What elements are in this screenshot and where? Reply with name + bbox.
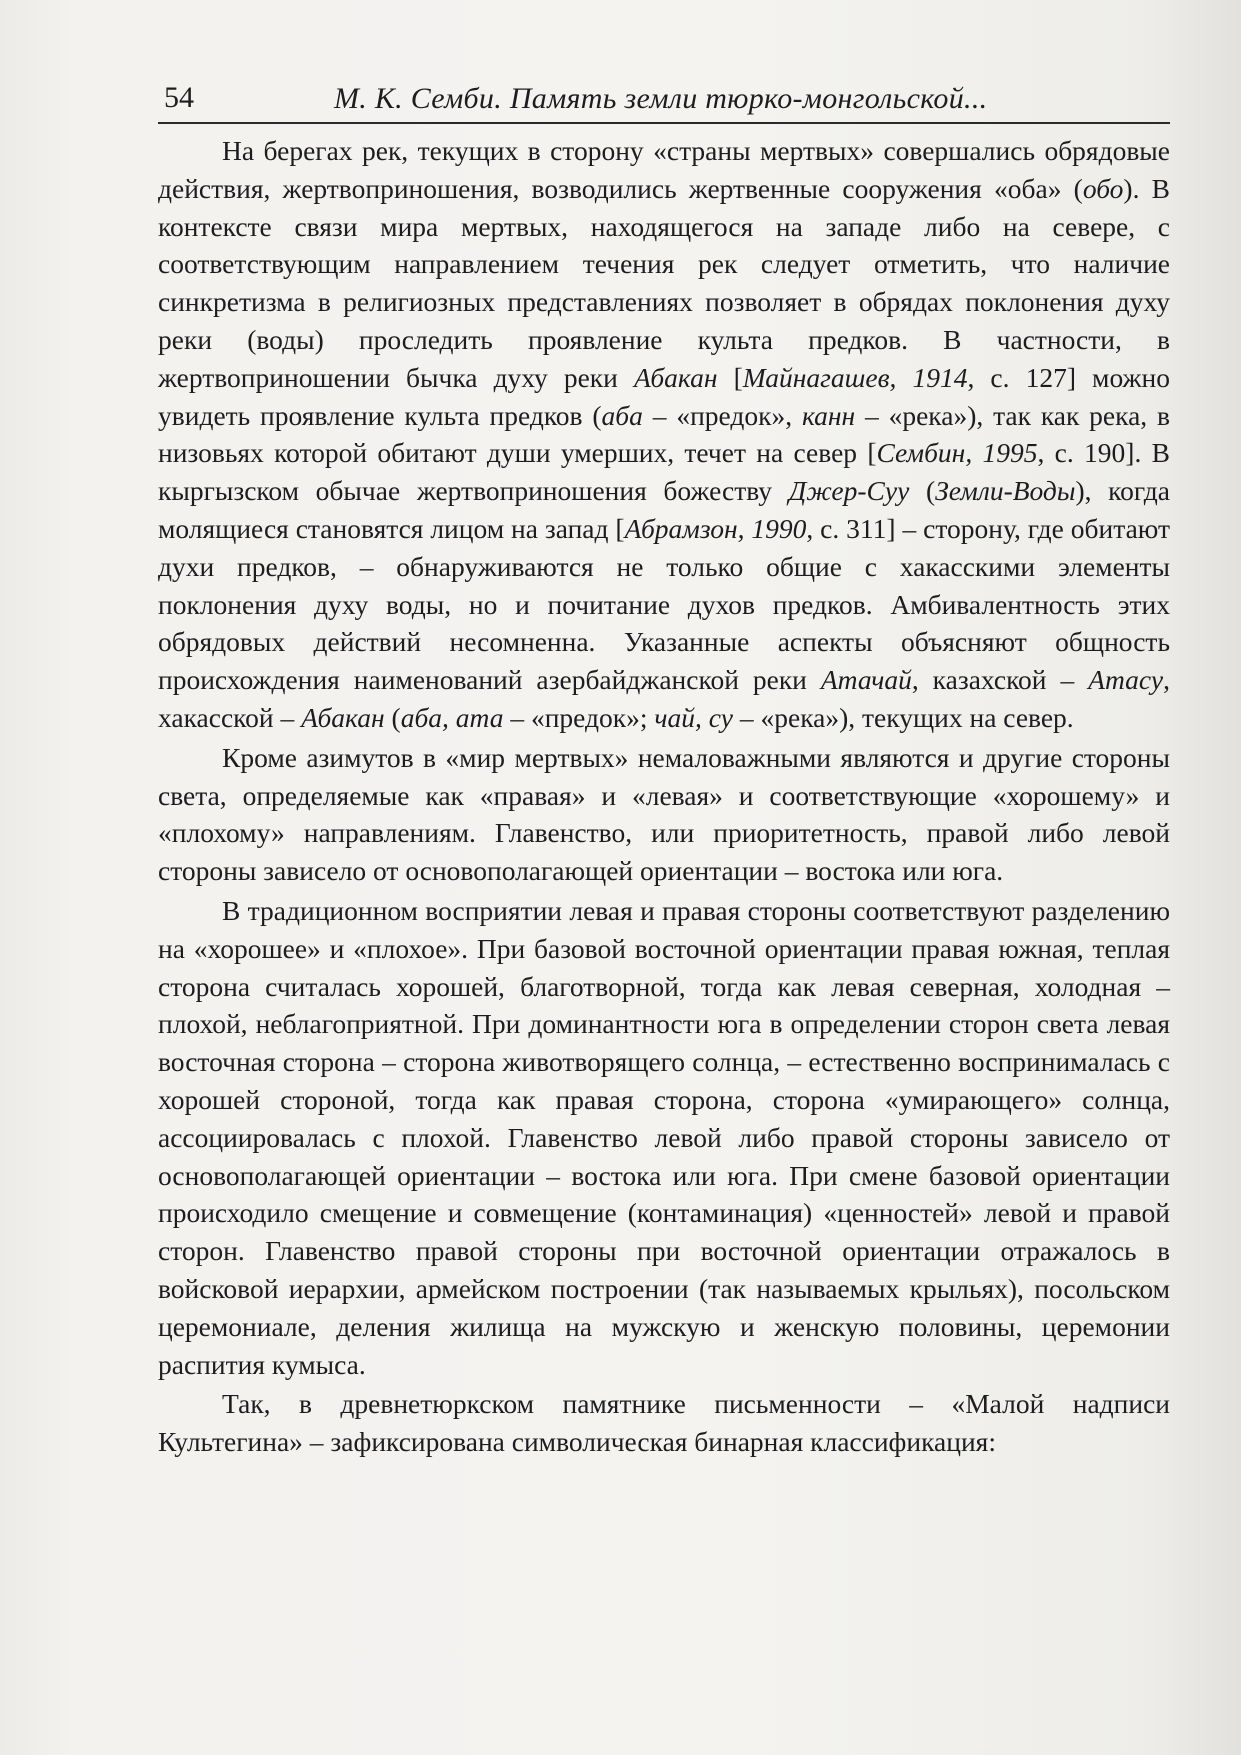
- text-run: , с. 127] можно увидеть проявление культа предков (: [158, 361, 1170, 431]
- italic-text: чай, су: [654, 701, 733, 733]
- page-number: 54: [164, 81, 194, 114]
- text-run: (: [909, 475, 936, 507]
- body-text: [158, 132, 1170, 1461]
- text-run: – «река»), текущих на север.: [733, 701, 1074, 733]
- paragraph: [158, 1385, 1170, 1461]
- italic-text: Джер-Суу: [788, 475, 910, 507]
- text-run: ). В контексте связи мира мертвых, находящегося на западе либо на севере, с соответствующим направлением течения рек следует отметить, что наличие синкретизма в религиозных представлениях позволяет в обрядах поклонения духу реки (воды) проследить проявление культа предков. В частности, в жертвоприношении бычка духу реки: [158, 172, 1170, 393]
- paragraph: [158, 892, 1170, 1383]
- text-run: – «предок»;: [503, 701, 655, 733]
- italic-text: Земли-Воды: [935, 475, 1076, 507]
- italic-text: канн: [801, 399, 856, 431]
- italic-text: Абрамзон, 1990: [624, 512, 807, 544]
- paragraph: [158, 132, 1170, 737]
- italic-text: Сембин, 1995: [876, 437, 1038, 469]
- page-header: [158, 78, 1170, 124]
- text-run: (: [384, 701, 401, 733]
- italic-text: Абакан: [633, 361, 718, 393]
- running-title: М. К. Семби. Память земли тюрко-монгольской...: [334, 82, 988, 115]
- text-run: , с. 311] – сторону, где обитают духи предков, – обнаруживаются не только общие с хакасскими элементы поклонения духу воды, но и почитание духов предков. Амбивалентность этих обрядовых действий несомненна. Указанные аспекты объясняют общность происхождения наименований азербайджанской реки: [158, 512, 1170, 696]
- text-run: , хакасской –: [158, 664, 1170, 733]
- text-run: На берегах рек, текущих в сторону «страны мертвых» совершались обрядовые действия, жертвоприношения, возводились жертвенные сооружения «оба» (: [158, 135, 1170, 204]
- text-run: [: [717, 361, 743, 393]
- italic-text: Абакан: [301, 701, 385, 733]
- text-run: ), когда молящиеся становятся лицом на запад [: [158, 475, 1170, 544]
- text-run: Так, в древнетюркском памятнике письменности – «Малой надписи Культегина» – зафиксирована символическая бинарная классификация:: [158, 1388, 1170, 1458]
- text-run: Кроме азимутов в «мир мертвых» немаловажными являются и другие стороны света, определяемые как «правая» и «левая» и соответствующие «хорошему» и «плохому» направлениям. Главенство, или приоритетность, правой либо левой стороны зависело от основополагающей ориентации – востока или юга.: [158, 741, 1170, 887]
- italic-text: аба, ата: [400, 701, 504, 733]
- text-run: В традиционном восприятии левая и правая стороны соответствуют разделению на «хорошее» и «плохое». При базовой восточной ориентации правая южная, теплая сторона считалась хорошей, благотворной, тогда как левая северная, холодная – плохой, неблагоприятной. При доминантности юга в определении сторон света левая восточная сторона – сторона животворящего солнца, – естественно воспринималась с хорошей стороной, тогда как правая сторона, сторона «умирающего» солнца, ассоциировалась с плохой. Главенство левой либо правой стороны зависело от основополагающей ориентации – востока или юга. При смене базовой ориентации происходило смещение и совмещение (контаминация) «ценностей» левой и правой сторон. Главенство правой стороны при восточной ориентации отражалось в войсковой иерархии, армейском построении (так называемых крыльях), посольском церемониале, деления жилища на мужскую и женскую половины, церемонии распития кумыса.: [158, 894, 1170, 1380]
- italic-text: Атачай: [820, 664, 912, 696]
- text-run: – «река»), так как река, в низовьях которой обитают души умерших, течет на север [: [158, 399, 1170, 469]
- text-run: – «предок»,: [642, 399, 802, 431]
- italic-text: Майнагашев, 1914: [742, 361, 968, 393]
- text-run: , с. 190]. В кыргызском обычае жертвоприношения божеству: [158, 437, 1170, 507]
- italic-text: Атасу: [1088, 664, 1164, 696]
- paragraph: [158, 739, 1170, 890]
- italic-text: обо: [1082, 172, 1124, 204]
- text-run: , казахской –: [911, 664, 1089, 696]
- italic-text: аба: [601, 399, 643, 431]
